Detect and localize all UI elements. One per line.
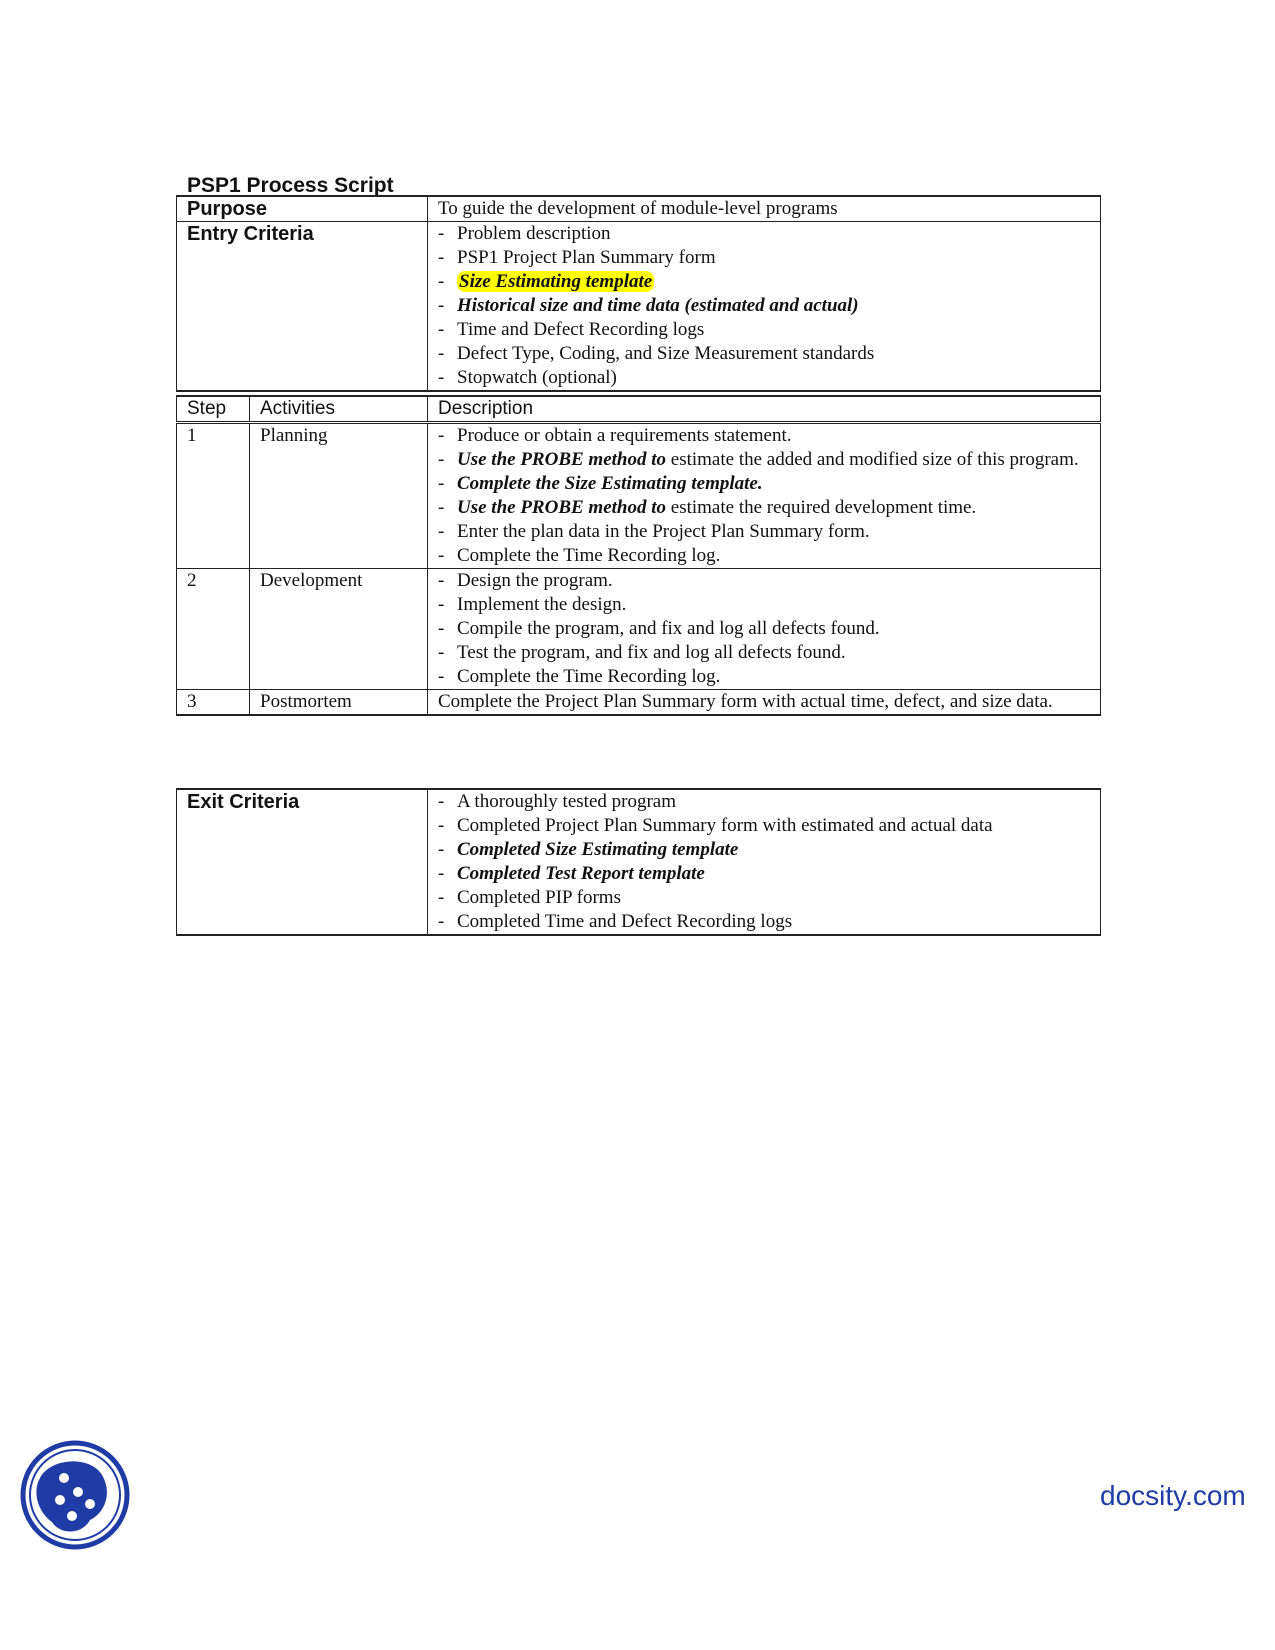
list-item: - Defect Type, Coding, and Size Measurement standards xyxy=(438,342,1090,366)
list-item: - Stopwatch (optional) xyxy=(438,366,1090,390)
entry-criteria-list xyxy=(438,222,1090,390)
exit-criteria-table xyxy=(176,788,1101,936)
exit-criteria-label: Exit Criteria xyxy=(177,789,428,935)
list-item: - Historical size and time data (estimated and actual) xyxy=(438,294,1090,318)
exit-criteria-row xyxy=(177,789,1101,935)
table-row xyxy=(177,690,1101,716)
table-row xyxy=(177,569,1101,690)
purpose-label: Purpose xyxy=(177,196,428,222)
list-item: - PSP1 Project Plan Summary form xyxy=(438,246,1090,270)
list-item: - Completed Time and Defect Recording logs xyxy=(438,910,1090,934)
list-item: - Complete the Time Recording log. xyxy=(438,544,1090,568)
list-item: - Test the program, and fix and log all defects found. xyxy=(438,641,1090,665)
list-item: - Completed PIP forms xyxy=(438,886,1090,910)
exit-criteria-list xyxy=(438,790,1090,934)
steps-table xyxy=(176,395,1101,716)
table-row xyxy=(177,423,1101,569)
list-item xyxy=(438,270,1090,294)
list-item: - Use the PROBE method to estimate the required development time. xyxy=(438,496,1090,520)
list-item: - Implement the design. xyxy=(438,593,1090,617)
list-item: - Completed Size Estimating template xyxy=(438,838,1090,862)
step-number: 2 xyxy=(177,569,250,690)
highlighted-text: Size Estimating template xyxy=(459,271,653,292)
entry-criteria-label: Entry Criteria xyxy=(177,222,428,392)
docsity-brand-link[interactable]: docsity.com xyxy=(1100,1480,1246,1511)
step-header: Step xyxy=(177,396,250,423)
activity-name: Postmortem xyxy=(250,690,428,716)
list-item: - Design the program. xyxy=(438,569,1090,593)
step-number: 3 xyxy=(177,690,250,716)
list-item: - A thoroughly tested program xyxy=(438,790,1090,814)
activity-name: Development xyxy=(250,569,428,690)
list-item: - Complete the Time Recording log. xyxy=(438,665,1090,689)
list-item: - Problem description xyxy=(438,222,1090,246)
list-item: - Produce or obtain a requirements statement. xyxy=(438,424,1090,448)
list-item: - Time and Defect Recording logs xyxy=(438,318,1090,342)
entry-criteria-row xyxy=(177,222,1101,392)
purpose-entry-table xyxy=(176,195,1101,392)
page-title: PSP1 Process Script xyxy=(187,174,394,197)
activity-name: Planning xyxy=(250,423,428,569)
activities-header: Activities xyxy=(250,396,428,423)
step-number: 1 xyxy=(177,423,250,569)
steps-header-row xyxy=(177,396,1101,423)
planning-list xyxy=(438,424,1090,568)
list-item: - Completed Test Report template xyxy=(438,862,1090,886)
purpose-row xyxy=(177,196,1101,222)
list-item: - Use the PROBE method to estimate the added and modified size of this program. xyxy=(438,448,1090,472)
docsity-logo-icon xyxy=(20,1440,130,1550)
description-header: Description xyxy=(428,396,1101,423)
list-item: - Enter the plan data in the Project Plan Summary form. xyxy=(438,520,1090,544)
list-item: - Complete the Size Estimating template. xyxy=(438,472,1090,496)
postmortem-text: Complete the Project Plan Summary form with actual time, defect, and size data. xyxy=(428,690,1101,716)
development-list xyxy=(438,569,1090,689)
list-item: - Completed Project Plan Summary form with estimated and actual data xyxy=(438,814,1090,838)
purpose-text: To guide the development of module-level programs xyxy=(428,196,1101,222)
list-item: - Compile the program, and fix and log all defects found. xyxy=(438,617,1090,641)
